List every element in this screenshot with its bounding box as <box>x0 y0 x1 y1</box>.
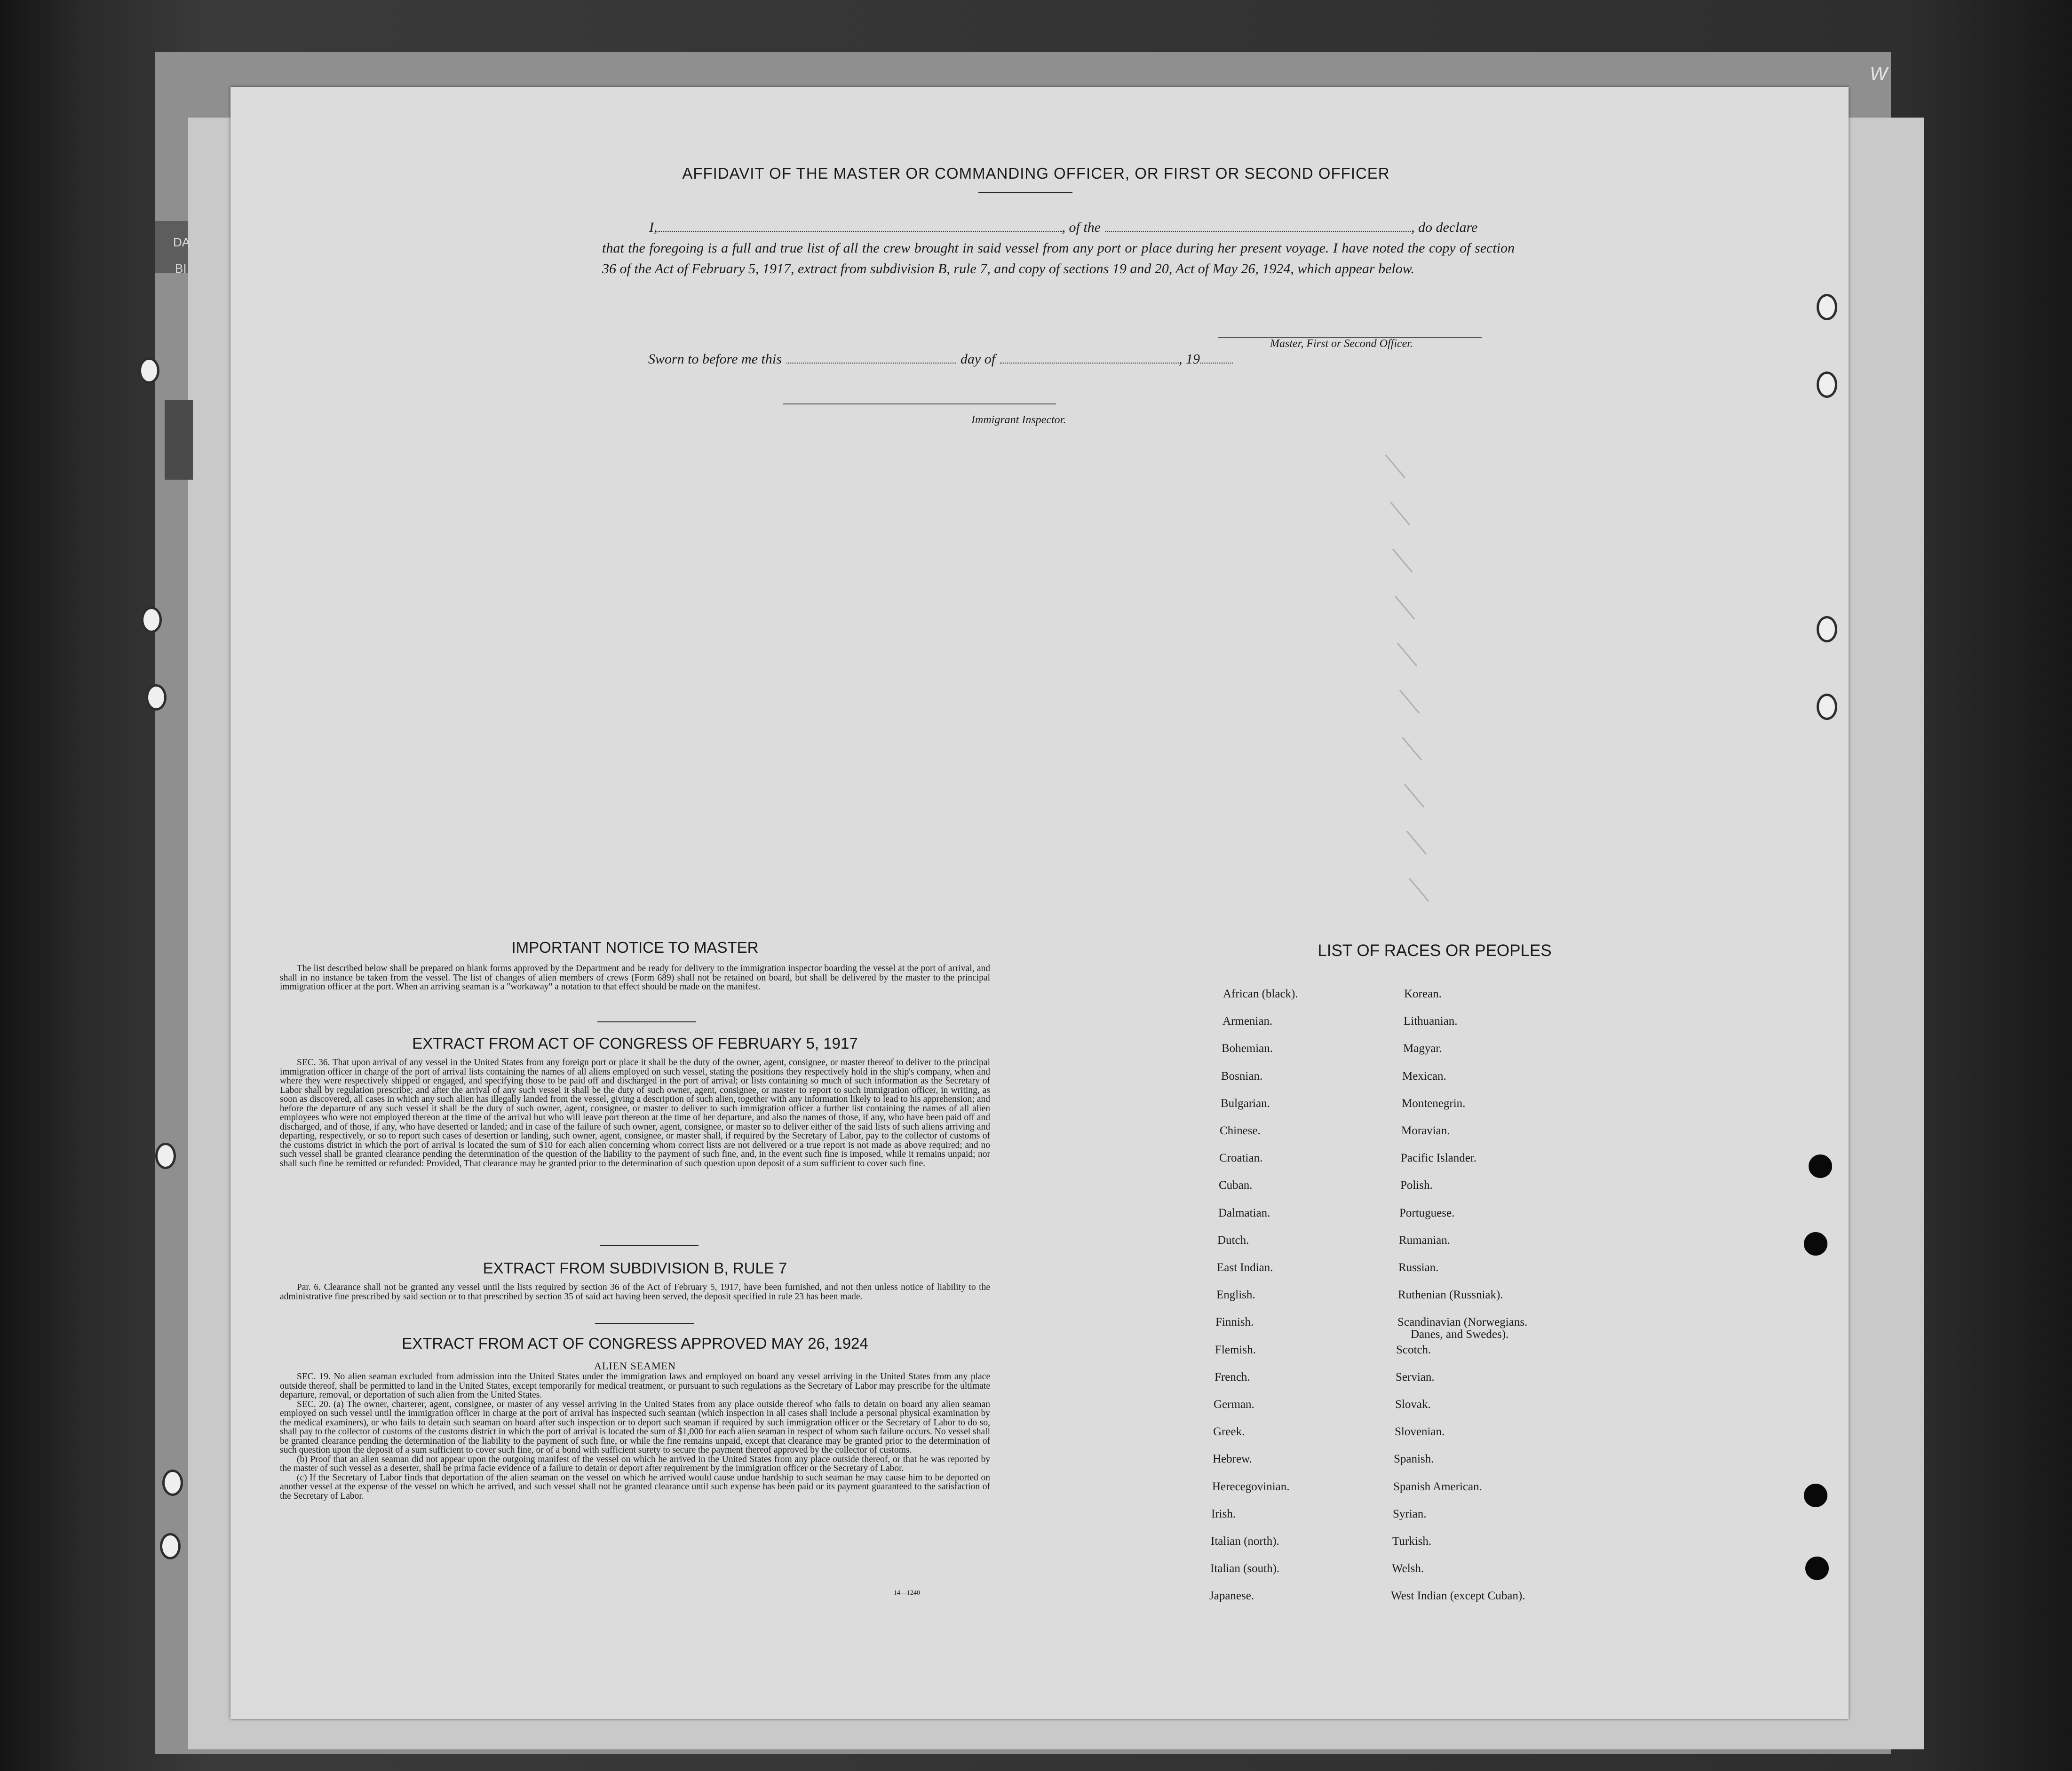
race-item: Italian (south). <box>1210 1562 1280 1575</box>
sworn-line <box>648 351 1233 367</box>
races-title: LIST OF RACES OR PEOPLES <box>1318 941 1552 960</box>
sworn-year-field[interactable] <box>1200 351 1233 364</box>
race-item: Spanish. <box>1394 1453 1434 1465</box>
affidavit-body <box>602 217 1515 279</box>
divider <box>595 1323 694 1324</box>
punch-hole <box>1817 694 1837 720</box>
race-item: African (black). <box>1223 988 1298 1000</box>
vessel-field[interactable] <box>1105 220 1411 232</box>
punch-hole <box>1817 372 1837 398</box>
extract-1924-text <box>280 1372 990 1501</box>
extract-rule7-paragraph: Par. 6. Clearance shall not be granted any vessel until the lists required by section 36 of the Act of February 5, 1917, have been furnished, and not then unless notice of liability to the administrative fine prescribed by said section or to that prescribed by section 35 of said act having been served, the deposit specified in rule 23 has been made. <box>280 1282 990 1302</box>
race-item: Irish. <box>1211 1508 1236 1520</box>
race-item: French. <box>1215 1371 1250 1384</box>
binder-hole <box>155 1143 176 1169</box>
race-item: Polish. <box>1400 1179 1433 1192</box>
affidavit-statement: that the foregoing is a full and true list of all the crew brought in said vessel from any port or place during her present voyage. I have noted the copy of section 36 of the Act of February 5, 1917, extract from subdivision B, rule 7, and copy of sections 19 and 20, Act of May 26, 1924, which appear below. <box>602 240 1515 277</box>
race-item: Lithuanian. <box>1404 1015 1458 1028</box>
day-of-label: day of <box>960 351 996 367</box>
affidavit-do-declare: , do declare <box>1411 220 1478 235</box>
binder-hole <box>141 607 162 633</box>
race-item: Scotch. <box>1396 1344 1431 1356</box>
binder-hole <box>162 1470 183 1496</box>
punch-hole <box>1809 1154 1832 1178</box>
form-number: 14—1240 <box>894 1589 920 1597</box>
race-item: Magyar. <box>1403 1042 1442 1055</box>
extract-1917-paragraph: SEC. 36. That upon arrival of any vessel in the United States from any foreign port or place it shall be the duty of the owner, agent, consignee, or master thereof to deliver to the principal immigration officer in charge of the port of arrival lists containing the names of all aliens employed on such vessel, stating the positions they respectively hold in the ship's company, when and where they were respectively shipped or engaged, and specifying those to be paid off and discharged in the port of arrival; or lists containing so much of such information as the Secretary of Labor shall by regulation prescribe; and after the arrival of any such vessel it shall be the duty of such owner, agent, consignee, or master to report to such immigration officer, in writing, as soon as discovered, all cases in which any such alien has illegally landed from the vessel, giving a description of such alien, together with any information likely to lead to his apprehension; and before the departure of any such vessel it shall be the duty of such owner, agent, consignee, or master to deliver to such immigration officer a further list containing the names of all alien employees who were not employed thereon at the time of the arrival but who will leave port thereon at the time of her departure, and also the names of those, if any, who have been paid off and discharged, and of those, if any, who have deserted or landed; and in case of the failure of such owner, agent, consignee, or master so to deliver either of the said lists of such aliens arriving and departing, respectively, or so to report such cases of desertion or landing, such owner, agent, consignee, or master shall, if required by the Secretary of Labor, pay to the collector of customs of the customs district in which the port of arrival is located the sum of $10 for each alien concerning whom correct lists are not delivered or a true report is not made as above required; and no such vessel shall be granted clearance pending the determination of the question of the liability to the payment of such fine, and, in the event such fine is imposed, while it remains unpaid; nor shall such fine be remitted or refunded: Provided, That clearance may be granted prior to the determination of such question upon deposit of a sum sufficient to cover such fine. <box>280 1058 990 1169</box>
inspector-line[interactable] <box>783 403 1056 404</box>
race-item: Bulgarian. <box>1221 1097 1270 1110</box>
punch-hole <box>1817 616 1837 642</box>
race-item: Hebrew. <box>1213 1453 1252 1465</box>
sec20c-paragraph: (c) If the Secretary of Labor finds that deportation of the alien seaman on the vessel on which he arrived would cause undue hardship to such seaman he may cause him to be deported on another vessel at the expense of the vessel on which he arrived, and such vessel shall not be granted clearance until such expense has been paid or its payment guaranteed to the satisfaction of the Secretary of Labor. <box>280 1472 990 1501</box>
race-item: Dalmatian. <box>1218 1207 1270 1219</box>
extract-rule7-title: EXTRACT FROM SUBDIVISION B, RULE 7 <box>483 1259 787 1277</box>
race-item: Armenian. <box>1223 1015 1273 1028</box>
race-item: Japanese. <box>1209 1589 1254 1602</box>
race-item: Dutch. <box>1217 1234 1249 1247</box>
race-item: East Indian. <box>1217 1261 1273 1274</box>
race-item: German. <box>1214 1398 1254 1411</box>
race-item: Mexican. <box>1402 1070 1446 1083</box>
race-item: Servian. <box>1396 1371 1435 1384</box>
race-item: Moravian. <box>1401 1124 1450 1137</box>
race-item: Scandinavian (Norwegians. <box>1397 1316 1528 1328</box>
race-item: Bosnian. <box>1221 1070 1263 1083</box>
race-item: Chinese. <box>1220 1124 1261 1137</box>
sec19-paragraph: SEC. 19. No alien seaman excluded from admission into the United States under the immigration laws and employed on board any vessel arriving in the United States from any place outside thereof, shall be permitted to land in the United States, except temporarily for medical treatment, or pursuant to such regulations as the Secretary of Labor may prescribe for the ultimate departure, removal, or deportation of such alien from the United States. <box>280 1372 990 1400</box>
race-item: Cuban. <box>1219 1179 1253 1192</box>
notice-title: IMPORTANT NOTICE TO MASTER <box>511 939 759 956</box>
race-item: Korean. <box>1404 988 1442 1000</box>
race-item: Croatian. <box>1219 1152 1263 1164</box>
extract-rule7-text <box>280 1283 990 1301</box>
affidavit-i-label: I, <box>649 220 658 235</box>
binder-hole <box>146 684 167 711</box>
affidavit-title: AFFIDAVIT OF THE MASTER OR COMMANDING OFFICER, OR FIRST OR SECOND OFFICER <box>682 165 1390 182</box>
extract-1917-title: EXTRACT FROM ACT OF CONGRESS OF FEBRUARY 5, 1917 <box>412 1035 858 1052</box>
race-item: Slovak. <box>1395 1398 1431 1411</box>
name-field[interactable] <box>658 220 1062 232</box>
signature-label: Master, First or Second Officer. <box>1270 338 1413 350</box>
sec20a-paragraph: SEC. 20. (a) The owner, charterer, agent, consignee, or master of any vessel arriving in the United States from any place outside thereof who fails to detain on board any alien seaman employed on such vessel until the immigration officer in charge at the port of arrival has inspected such seaman (which inspection in all cases shall include a personal physical examination by the medical examiners), or who fails to detain such seaman on board after such inspection or to deport such seaman if required by such immigration officer or the Secretary of Labor to do so, shall pay to the collector of customs of the customs district in which the port of arrival is located the sum of $1,000 for each alien seaman in respect of whom such failure occurs. No vessel shall be granted clearance pending the determination of the liability to the payment of such fine, or while the fine remains unpaid, except that clearance may be granted prior to the determination of such question upon the deposit of a sum sufficient to cover such fine, or of a bond with sufficient surety to secure the payment thereof approved by the collector of customs. <box>280 1399 990 1455</box>
race-item: Russian. <box>1398 1261 1439 1274</box>
affidavit-of-the: , of the <box>1062 220 1101 235</box>
inspector-label: Immigrant Inspector. <box>971 414 1066 426</box>
divider <box>597 1021 696 1022</box>
punch-hole <box>1804 1484 1827 1507</box>
race-item: Welsh. <box>1392 1562 1424 1575</box>
race-item: Flemish. <box>1215 1344 1256 1356</box>
punch-hole <box>1817 294 1837 320</box>
race-item: Slovenian. <box>1395 1425 1445 1438</box>
race-item: Finnish. <box>1215 1316 1254 1328</box>
year-prefix: , 19 <box>1179 351 1200 367</box>
race-item: Rumanian. <box>1399 1234 1451 1247</box>
sworn-label: Sworn to before me this <box>648 351 782 367</box>
notice-paragraph: The list described below shall be prepared on blank forms approved by the Department and be ready for delivery to the immigration inspector boarding the vessel at the port of arrival, and shall in no instance be taken from the vessel. The list of changes of alien members of crews (Form 689) shall not be retained on board, but shall be delivered by the master to the principal immigration officer at the port. When an arriving seaman is a "workaway" a notation to that effect should be made on the manifest. <box>280 964 990 992</box>
race-item: Montenegrin. <box>1402 1097 1466 1110</box>
race-item: English. <box>1216 1289 1255 1301</box>
punch-hole <box>1804 1232 1827 1256</box>
race-item: Herecegovinian. <box>1212 1480 1290 1493</box>
race-item: Danes, and Swedes). <box>1411 1328 1509 1341</box>
race-item: Portuguese. <box>1399 1207 1455 1219</box>
left-tab-2 <box>165 400 193 480</box>
race-item: Spanish American. <box>1393 1480 1482 1493</box>
extract-1924-subtitle: ALIEN SEAMEN <box>594 1360 676 1372</box>
notice-text <box>280 964 990 992</box>
divider <box>600 1245 699 1246</box>
margin-text-da: DA <box>173 235 191 249</box>
extract-1924-title: EXTRACT FROM ACT OF CONGRESS APPROVED MAY 26, 1924 <box>402 1335 868 1352</box>
corner-mark: W <box>1870 63 1888 84</box>
sec20b-paragraph: (b) Proof that an alien seaman did not appear upon the outgoing manifest of the vessel on which he arrived in the United States from any place outside thereof, or that he was reported by the master of such vessel as a deserter, shall be prima facie evidence of a failure to detain or deport after requirement by the immigration officer or the Secretary of Labor. <box>280 1454 990 1473</box>
race-item: Turkish. <box>1392 1535 1432 1548</box>
race-item: West Indian (except Cuban). <box>1391 1589 1525 1602</box>
sworn-day-field[interactable] <box>786 351 956 364</box>
race-item: Bohemian. <box>1222 1042 1273 1055</box>
binder-hole <box>160 1533 181 1559</box>
sworn-month-field[interactable] <box>1000 351 1179 364</box>
race-item: Pacific Islander. <box>1401 1152 1477 1164</box>
race-item: Ruthenian (Russniak). <box>1398 1289 1503 1301</box>
race-item: Greek. <box>1213 1425 1245 1438</box>
race-item: Syrian. <box>1393 1508 1427 1520</box>
extract-1917-text <box>280 1058 990 1168</box>
binder-hole <box>139 357 159 384</box>
affidavit-first-line <box>602 217 1515 238</box>
margin-text-bi: BI <box>175 261 187 276</box>
title-rule <box>978 192 1072 193</box>
race-item: Italian (north). <box>1211 1535 1279 1548</box>
punch-hole <box>1805 1557 1829 1580</box>
